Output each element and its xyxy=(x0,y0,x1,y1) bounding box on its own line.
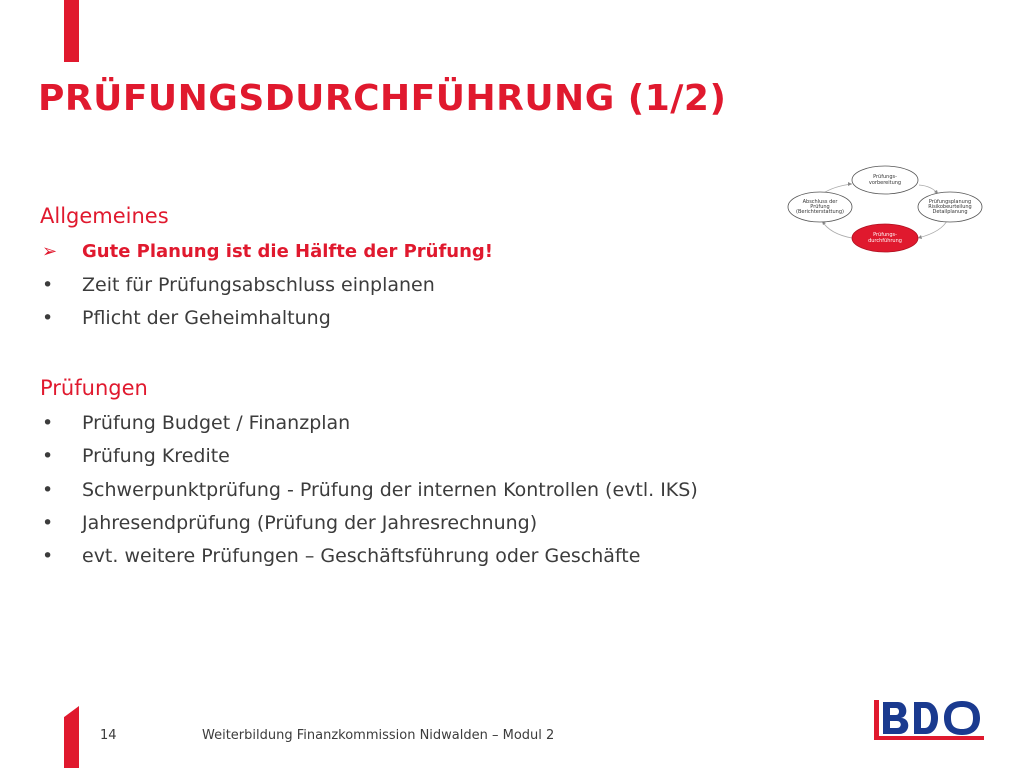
page-number: 14 xyxy=(100,728,117,743)
section-heading-pruefungen: Prüfungen xyxy=(40,376,148,400)
svg-text:Prüfungs-: Prüfungs- xyxy=(873,174,897,180)
bullet-text: Pflicht der Geheimhaltung xyxy=(82,307,331,329)
svg-text:Prüfungsplanung: Prüfungsplanung xyxy=(928,199,972,205)
bullet-text: evt. weitere Prüfungen – Geschäftsführung oder Geschäfte xyxy=(82,545,641,567)
bullet-dot-icon: • xyxy=(42,545,54,567)
bullet-text: Jahresendprüfung (Prüfung der Jahresrechnung) xyxy=(82,512,538,534)
bdo-logo xyxy=(874,698,986,742)
svg-text:Risikobeurteilung: Risikobeurteilung xyxy=(928,204,972,210)
cycle-node-vorbereitung xyxy=(852,166,918,194)
cycle-node-durchfuehrung xyxy=(852,224,918,252)
bullet-text: Gute Planung ist die Hälfte der Prüfung! xyxy=(82,241,494,262)
audit-cycle-diagram xyxy=(780,158,990,258)
section-heading-allgemeines: Allgemeines xyxy=(40,204,169,228)
bullet-text: Prüfung Budget / Finanzplan xyxy=(82,412,351,434)
bullet-text: Schwerpunktprüfung - Prüfung der internen Kontrollen (evtl. IKS) xyxy=(82,479,698,501)
slide-title: PRÜFUNGSDURCHFÜHRUNG (1/2) xyxy=(38,78,727,119)
accent-bar-bottom xyxy=(64,706,79,768)
bullet-dot-icon: • xyxy=(42,307,54,329)
svg-text:(Berichterstattung): (Berichterstattung) xyxy=(796,209,844,215)
bullet-dot-icon: • xyxy=(42,274,54,296)
cycle-node-abschluss xyxy=(788,192,852,222)
svg-text:Abschluss der: Abschluss der xyxy=(802,199,838,205)
bullet-dot-icon: • xyxy=(42,512,54,534)
footer-text: Weiterbildung Finanzkommission Nidwalden – Modul 2 xyxy=(202,728,555,743)
cycle-node-planung xyxy=(918,192,982,222)
bullet-text: Prüfung Kredite xyxy=(82,445,230,467)
bullet-dot-icon: • xyxy=(42,445,54,467)
svg-text:Prüfungs-: Prüfungs- xyxy=(873,232,897,238)
accent-bar-top xyxy=(64,0,79,62)
svg-text:durchführung: durchführung xyxy=(868,238,902,244)
svg-text:Detailplanung: Detailplanung xyxy=(932,209,968,215)
svg-text:vorbereitung: vorbereitung xyxy=(868,180,902,186)
svg-text:Prüfung: Prüfung xyxy=(810,204,830,210)
bullet-dot-icon: • xyxy=(42,412,54,434)
bullet-text: Zeit für Prüfungsabschluss einplanen xyxy=(82,274,435,296)
arrow-bullet-icon: ➢ xyxy=(42,241,58,262)
bullet-dot-icon: • xyxy=(42,479,54,501)
